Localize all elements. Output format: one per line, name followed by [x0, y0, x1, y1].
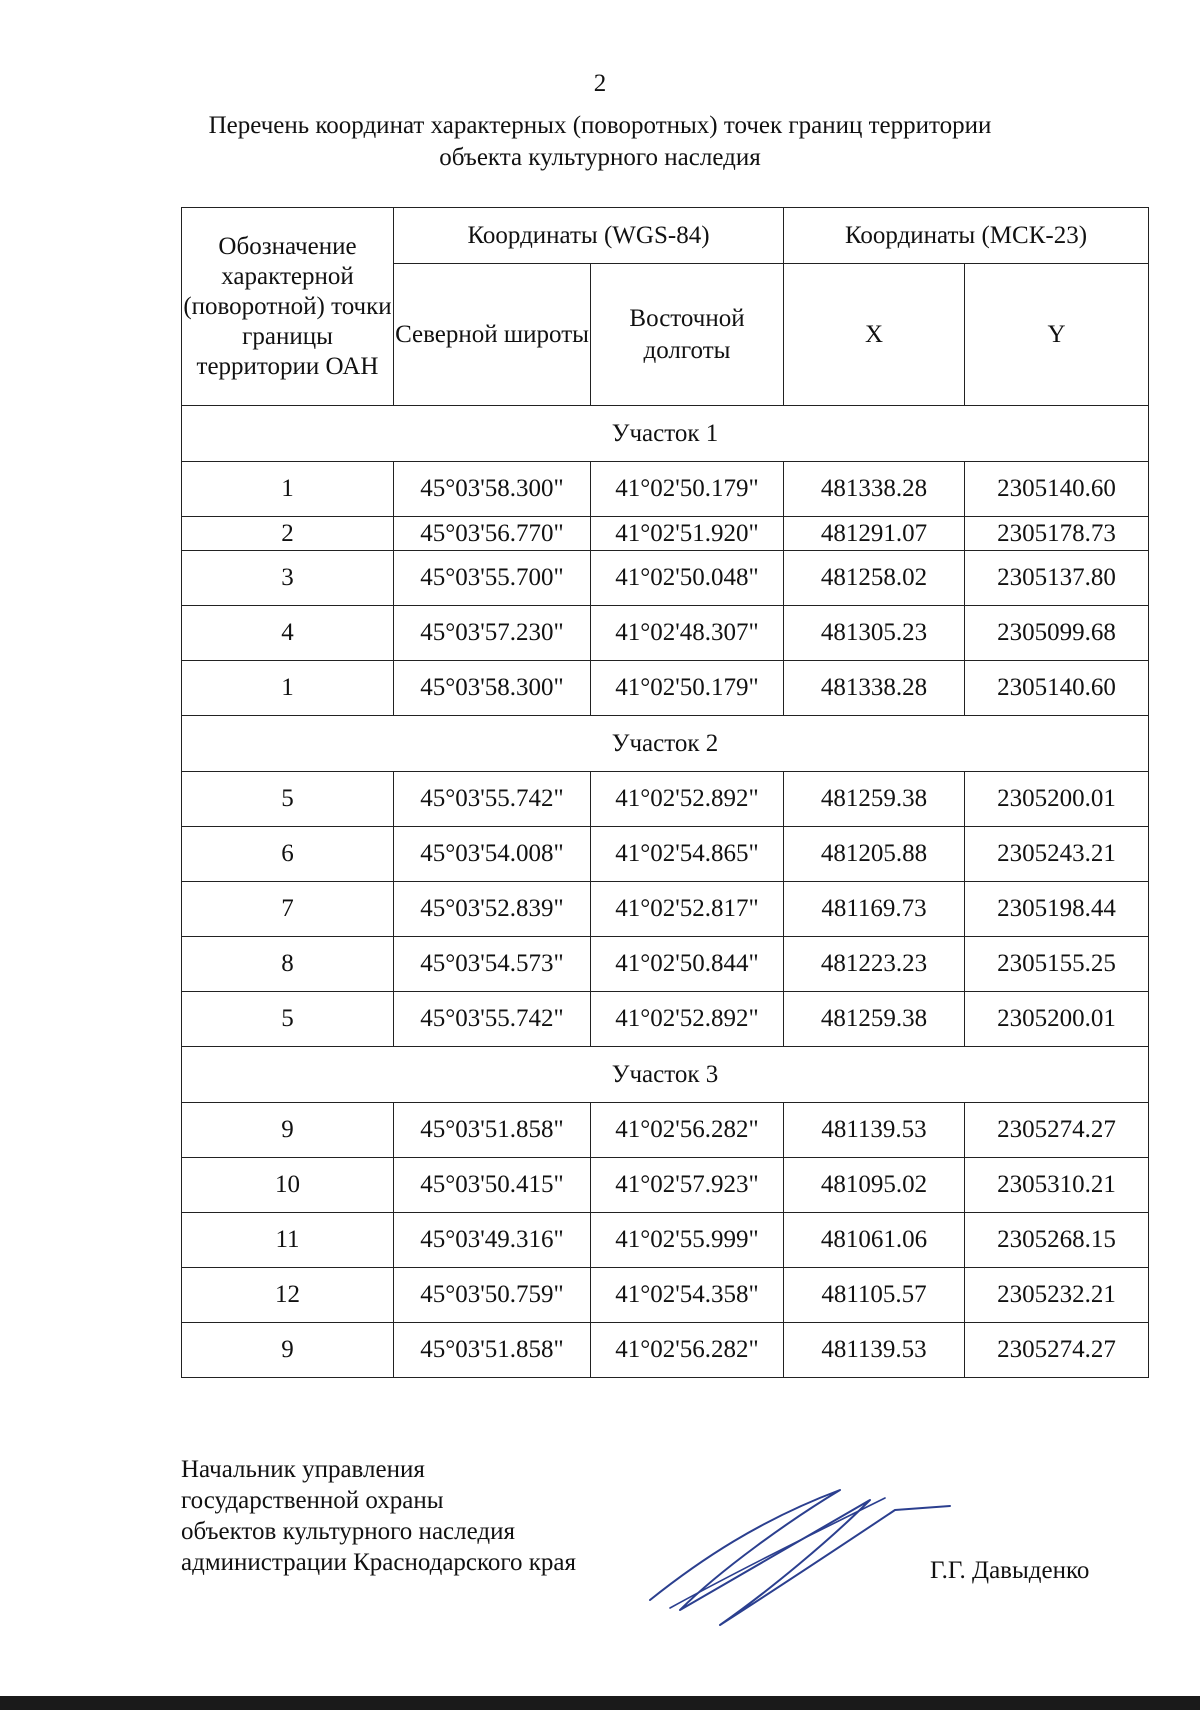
cell-latitude: 45°03'54.573" [394, 937, 591, 992]
cell-x: 481139.53 [784, 1103, 965, 1158]
table-row [182, 937, 1149, 992]
cell-longitude: 41°02'54.865" [591, 827, 784, 882]
signatory-title-line-4: администрации Краснодарского края [181, 1549, 577, 1576]
signer-name: Г.Г. Давыденко [930, 1557, 1090, 1584]
cell-x: 481291.07 [784, 517, 965, 551]
cell-x: 481338.28 [784, 661, 965, 716]
cell-point: 9 [182, 1323, 394, 1378]
cell-longitude: 41°02'50.844" [591, 937, 784, 992]
signatory-title-line-3: объектов культурного наследия [181, 1518, 515, 1545]
cell-point: 2 [182, 517, 394, 551]
cell-y: 2305310.21 [965, 1158, 1149, 1213]
table-row [182, 827, 1149, 882]
table-row [182, 1103, 1149, 1158]
header-north-latitude: Северной широты [394, 264, 591, 406]
cell-x: 481169.73 [784, 882, 965, 937]
cell-longitude: 41°02'56.282" [591, 1103, 784, 1158]
handwritten-signature [640, 1480, 960, 1630]
cell-point: 3 [182, 551, 394, 606]
table-row [182, 1268, 1149, 1323]
cell-point: 4 [182, 606, 394, 661]
table-row [182, 882, 1149, 937]
table-row [182, 606, 1149, 661]
table-header [182, 208, 1149, 406]
cell-x: 481061.06 [784, 1213, 965, 1268]
cell-y: 2305200.01 [965, 992, 1149, 1047]
cell-longitude: 41°02'52.892" [591, 992, 784, 1047]
cell-longitude: 41°02'48.307" [591, 606, 784, 661]
cell-latitude: 45°03'51.858" [394, 1103, 591, 1158]
table-row [182, 661, 1149, 716]
cell-y: 2305232.21 [965, 1268, 1149, 1323]
cell-latitude: 45°03'51.858" [394, 1323, 591, 1378]
header-y: Y [965, 264, 1149, 406]
cell-latitude: 45°03'50.415" [394, 1158, 591, 1213]
cell-latitude: 45°03'57.230" [394, 606, 591, 661]
cell-latitude: 45°03'54.008" [394, 827, 591, 882]
cell-y: 2305274.27 [965, 1323, 1149, 1378]
cell-x: 481205.88 [784, 827, 965, 882]
cell-point: 10 [182, 1158, 394, 1213]
cell-longitude: 41°02'54.358" [591, 1268, 784, 1323]
header-wgs84: Координаты (WGS-84) [394, 208, 784, 264]
header-msk23: Координаты (МСК-23) [784, 208, 1149, 264]
table-row [182, 462, 1149, 517]
cell-point: 5 [182, 772, 394, 827]
document-title [150, 110, 1050, 174]
cell-latitude: 45°03'58.300" [394, 462, 591, 517]
document-title-line-2: объекта культурного наследия [439, 144, 761, 171]
cell-x: 481305.23 [784, 606, 965, 661]
cell-latitude: 45°03'55.700" [394, 551, 591, 606]
cell-x: 481259.38 [784, 992, 965, 1047]
table-row [182, 772, 1149, 827]
cell-longitude: 41°02'55.999" [591, 1213, 784, 1268]
cell-y: 2305140.60 [965, 462, 1149, 517]
cell-x: 481338.28 [784, 462, 965, 517]
table-row [182, 1213, 1149, 1268]
cell-point: 1 [182, 462, 394, 517]
table-body [182, 406, 1149, 1378]
cell-latitude: 45°03'49.316" [394, 1213, 591, 1268]
cell-longitude: 41°02'56.282" [591, 1323, 784, 1378]
cell-x: 481095.02 [784, 1158, 965, 1213]
cell-point: 7 [182, 882, 394, 937]
cell-longitude: 41°02'51.920" [591, 517, 784, 551]
cell-y: 2305099.68 [965, 606, 1149, 661]
cell-latitude: 45°03'55.742" [394, 772, 591, 827]
section-row [182, 406, 1149, 462]
signatory-title-line-2: государственной охраны [181, 1487, 444, 1514]
cell-y: 2305137.80 [965, 551, 1149, 606]
cell-x: 481139.53 [784, 1323, 965, 1378]
section-row [182, 716, 1149, 772]
table-row [182, 992, 1149, 1047]
cell-x: 481258.02 [784, 551, 965, 606]
table-row [182, 517, 1149, 551]
cell-latitude: 45°03'56.770" [394, 517, 591, 551]
cell-latitude: 45°03'52.839" [394, 882, 591, 937]
cell-x: 481259.38 [784, 772, 965, 827]
scan-edge [0, 1696, 1200, 1710]
cell-longitude: 41°02'52.892" [591, 772, 784, 827]
cell-longitude: 41°02'52.817" [591, 882, 784, 937]
header-x: X [784, 264, 965, 406]
table-row [182, 1158, 1149, 1213]
cell-y: 2305155.25 [965, 937, 1149, 992]
coordinates-table [181, 207, 1149, 1378]
cell-longitude: 41°02'57.923" [591, 1158, 784, 1213]
table-header-row-1 [182, 208, 1149, 264]
cell-y: 2305268.15 [965, 1213, 1149, 1268]
cell-latitude: 45°03'58.300" [394, 661, 591, 716]
cell-point: 1 [182, 661, 394, 716]
page-number: 2 [593, 70, 607, 97]
section-label: Участок 1 [182, 406, 1149, 462]
signatory-title-line-1: Начальник управления [181, 1456, 425, 1483]
cell-point: 9 [182, 1103, 394, 1158]
signatory-title [181, 1454, 576, 1578]
cell-longitude: 41°02'50.179" [591, 661, 784, 716]
cell-longitude: 41°02'50.179" [591, 462, 784, 517]
cell-latitude: 45°03'55.742" [394, 992, 591, 1047]
cell-longitude: 41°02'50.048" [591, 551, 784, 606]
cell-point: 6 [182, 827, 394, 882]
table-row [182, 1323, 1149, 1378]
cell-x: 481223.23 [784, 937, 965, 992]
cell-point: 12 [182, 1268, 394, 1323]
header-east-longitude: Восточной долготы [591, 264, 784, 406]
section-label: Участок 2 [182, 716, 1149, 772]
cell-point: 11 [182, 1213, 394, 1268]
cell-y: 2305178.73 [965, 517, 1149, 551]
cell-latitude: 45°03'50.759" [394, 1268, 591, 1323]
header-point-designation: Обозначение характерной (поворотной) точки границы территории ОАН [182, 208, 394, 406]
table-row [182, 551, 1149, 606]
section-label: Участок 3 [182, 1047, 1149, 1103]
cell-y: 2305200.01 [965, 772, 1149, 827]
section-row [182, 1047, 1149, 1103]
cell-y: 2305243.21 [965, 827, 1149, 882]
cell-y: 2305198.44 [965, 882, 1149, 937]
cell-point: 8 [182, 937, 394, 992]
cell-y: 2305140.60 [965, 661, 1149, 716]
document-title-line-1: Перечень координат характерных (поворотных) точек границ территории [208, 112, 992, 139]
cell-y: 2305274.27 [965, 1103, 1149, 1158]
cell-x: 481105.57 [784, 1268, 965, 1323]
cell-point: 5 [182, 992, 394, 1047]
